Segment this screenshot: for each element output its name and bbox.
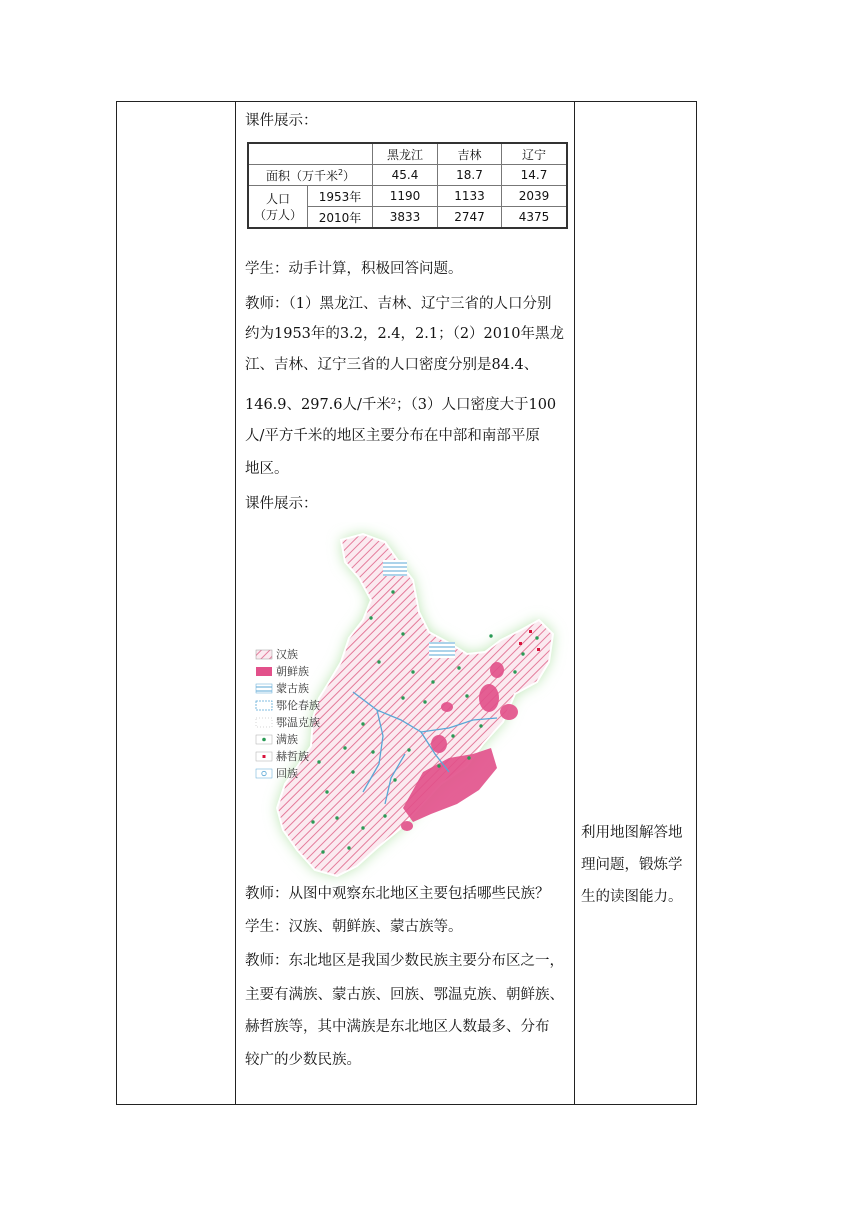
legend-item-hezhe [256, 749, 309, 763]
table-cell: 18.7 [438, 165, 502, 186]
design-intent-line: 生的读图能力。 [581, 889, 683, 905]
table-cell: 2747 [438, 207, 502, 229]
legend-item-ewenki [256, 715, 320, 729]
table-cell: 4375 [502, 207, 568, 229]
population-label-cell [248, 186, 308, 229]
manchu-point [411, 670, 414, 673]
legend-label: 蒙古族 [276, 682, 309, 695]
korean-area [441, 702, 453, 712]
table-cell: 2039 [502, 186, 568, 207]
manchu-point [377, 660, 380, 663]
korean-area [479, 684, 499, 712]
column-divider [574, 102, 575, 1104]
legend-swatch-korean [256, 667, 272, 676]
manchu-point [371, 750, 374, 753]
table-header-cell: 吉林 [438, 143, 502, 165]
population-label: 人口 [265, 191, 290, 206]
manchu-point [361, 722, 364, 725]
legend-swatch-mongol [256, 684, 272, 693]
manchu-point [343, 746, 346, 749]
legend-item-mongol [256, 681, 309, 695]
manchu-point [391, 590, 394, 593]
teacher-text-line [245, 392, 556, 415]
legend-swatch-ewenki [256, 718, 272, 727]
student-answer: 学生：动手计算，积极回答问题。 [245, 261, 463, 277]
legend-label: 鄂温克族 [276, 716, 320, 729]
legend-label: 回族 [276, 767, 298, 780]
table-cell: 1133 [438, 186, 502, 207]
manchu-point [325, 790, 328, 793]
manchu-point [451, 734, 454, 737]
legend-label: 赫哲族 [276, 750, 309, 763]
student-answer: 学生：汉族、朝鲜族、蒙古族等。 [245, 919, 463, 935]
manchu-point [361, 826, 364, 829]
table-cell: 45.4 [373, 165, 438, 186]
table-header-cell: 黑龙江 [373, 143, 438, 165]
teacher-text-line: 地区。 [245, 461, 289, 477]
teacher-text-line: 教师：（1）黑龙江、吉林、辽宁三省的人口分别 [245, 296, 552, 312]
manchu-point [423, 700, 426, 703]
table-header-cell [248, 143, 373, 165]
population-table [247, 142, 568, 229]
legend-item-oroqen [256, 699, 320, 712]
area-label-cell [248, 165, 373, 186]
legend-dot-manchu [262, 738, 266, 742]
korean-area [500, 704, 518, 720]
manchu-point [489, 634, 492, 637]
manchu-point [401, 696, 404, 699]
hezhe-point [537, 648, 540, 651]
korean-area [401, 821, 413, 831]
manchu-point [311, 820, 314, 823]
teacher-text-line: 人/平方千米的地区主要分布在中部和南部平原 [245, 428, 540, 444]
teacher-text-line: 教师：东北地区是我国少数民族主要分布区之一， [245, 953, 564, 969]
manchu-point [479, 724, 482, 727]
table-cell: 1190 [373, 186, 438, 207]
manchu-point [465, 694, 468, 697]
manchu-point [401, 632, 404, 635]
manchu-point [407, 748, 410, 751]
table-cell: 14.7 [502, 165, 568, 186]
teacher-text-line: 较广的少数民族。 [245, 1052, 361, 1068]
hezhe-point [529, 630, 532, 633]
legend-label: 汉族 [276, 648, 298, 661]
design-intent-line: 理问题，锻炼学 [581, 857, 683, 873]
manchu-point [335, 816, 338, 819]
manchu-point [393, 778, 396, 781]
area-label: 面积（万千米 [265, 168, 338, 183]
manchu-point [383, 814, 386, 817]
manchu-point [321, 850, 324, 853]
lesson-table-row [116, 101, 697, 1105]
manchu-point [351, 770, 354, 773]
density-text-end: ；（3）人口密度大于100 [396, 397, 557, 413]
legend-swatch-oroqen [256, 701, 272, 710]
manchu-point [347, 846, 350, 849]
manchu-point [317, 760, 320, 763]
teacher-text-line: 约为1953年的3.2，2.4，2.1；（2）2010年黑龙 [245, 326, 564, 342]
teacher-question: 教师：从图中观察东北地区主要包括哪些民族？ [245, 886, 550, 902]
legend-item-hui [256, 767, 298, 780]
manchu-point [431, 680, 434, 683]
manchu-point [437, 764, 440, 767]
mongol-area [383, 560, 407, 576]
density-text: 146.9、297.6人/千米 [245, 397, 391, 413]
design-intent-line: 利用地图解答地 [581, 825, 683, 841]
column-divider [235, 102, 236, 1104]
legend-swatch-hui [256, 769, 272, 778]
area-unit-sup: 2 [337, 167, 344, 177]
year-cell: 2010年 [308, 207, 373, 229]
manchu-point [521, 652, 524, 655]
legend-item-korean [256, 664, 309, 678]
korean-area [490, 662, 504, 678]
teacher-text-line: 主要有满族、蒙古族、回族、鄂温克族、朝鲜族、 [245, 987, 564, 1003]
density-unit-sup: 2 [390, 397, 396, 406]
courseware-label: 课件展示： [245, 113, 318, 129]
manchu-point [467, 756, 470, 759]
legend-dot-hezhe [263, 755, 266, 758]
table-cell: 3833 [373, 207, 438, 229]
table-header-cell: 辽宁 [502, 143, 568, 165]
legend-label: 满族 [276, 733, 298, 746]
ethnic-distribution-map [253, 522, 573, 902]
legend-item-han [256, 648, 298, 661]
teacher-text-line: 赫哲族等，其中满族是东北地区人数最多、分布 [245, 1019, 550, 1035]
teacher-text-line: 江、吉林、辽宁三省的人口密度分别是84.4、 [245, 357, 539, 373]
manchu-point [457, 666, 460, 669]
manchu-point [369, 616, 372, 619]
courseware-label: 课件展示： [245, 496, 318, 512]
legend-label: 鄂伦春族 [276, 699, 320, 712]
hezhe-point [519, 642, 522, 645]
legend-swatch-han [256, 650, 272, 659]
mongol-area [429, 642, 455, 658]
legend-item-manchu [256, 732, 298, 746]
population-unit: （万人） [253, 207, 302, 222]
manchu-point [535, 636, 538, 639]
manchu-point [513, 670, 516, 673]
area-label-end: ） [343, 168, 356, 183]
year-cell: 1953年 [308, 186, 373, 207]
legend-label: 朝鲜族 [276, 665, 309, 678]
